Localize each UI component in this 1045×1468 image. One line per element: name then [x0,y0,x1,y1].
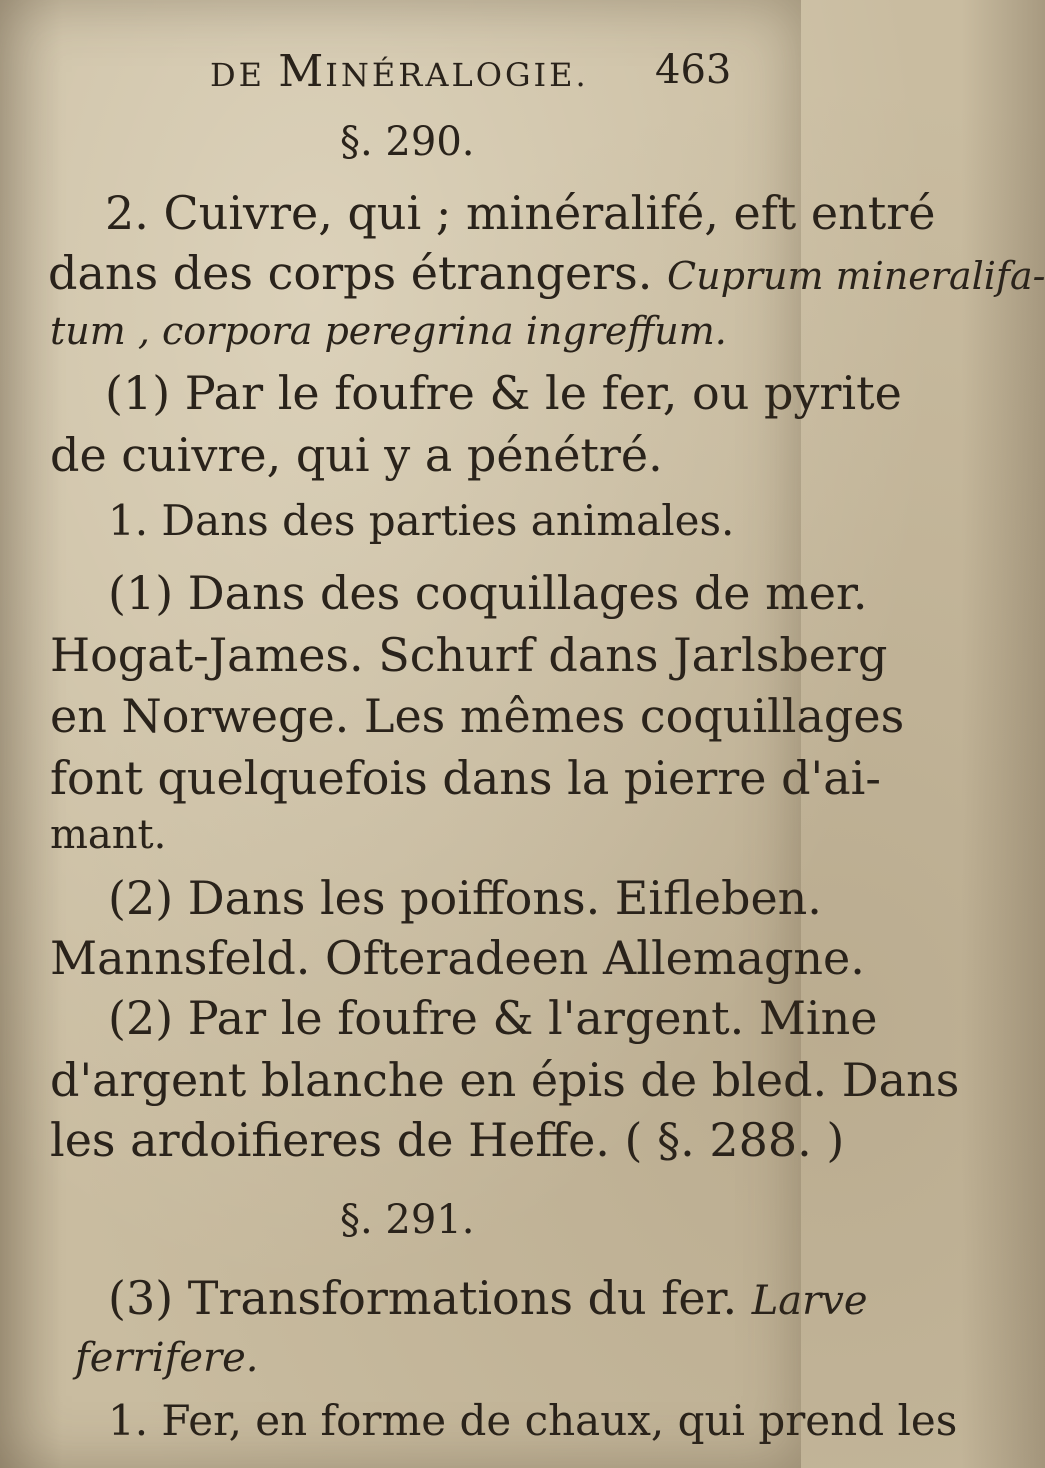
page-number: 463 [655,47,732,93]
text-line: (3) Transformations du fer. Larve [108,1271,868,1325]
text-line: Hogat-James. Schurf dans Jarlsberg [50,628,888,682]
text-line: les ardoifieres de Heffe. ( §. 288. ) [50,1113,845,1167]
text-line: dans des corps étrangers. Cuprum mineralifa- [48,246,1045,300]
text-line: (2) Dans les poiffons. Eifleben. [108,871,822,925]
text-line: (2) Par le foufre & l'argent. Mine [108,991,878,1045]
text-line: 1. Fer, en forme de chaux, qui prend les [108,1396,958,1445]
text-line: Mannsfeld. Ofteradeen Allemagne. [50,931,865,985]
text-line: d'argent blanche en épis de bled. Dans [50,1053,960,1107]
text-line: 1. Dans des parties animales. [108,496,735,545]
text-line: en Norwege. Les mêmes coquillages [50,689,905,743]
text-line: mant. [50,812,167,858]
text-line: de cuivre, qui y a pénétré. [50,428,663,482]
section-heading-291: §. 291. [340,1197,475,1243]
running-title: DE MINÉRALOGIE. [210,46,589,97]
text-line: ferrifere. [75,1335,259,1381]
text-line: font quelquefois dans la pierre d'ai- [50,751,881,805]
text-line: tum , corpora peregrina ingreffum. [50,309,727,353]
section-heading-290: §. 290. [340,119,475,165]
text-line: 2. Cuivre, qui ; minéralifé, eft entré [105,186,936,240]
text-line: (1) Dans des coquillages de mer. [108,566,868,620]
text-line: (1) Par le foufre & le fer, ou pyrite [105,366,902,420]
